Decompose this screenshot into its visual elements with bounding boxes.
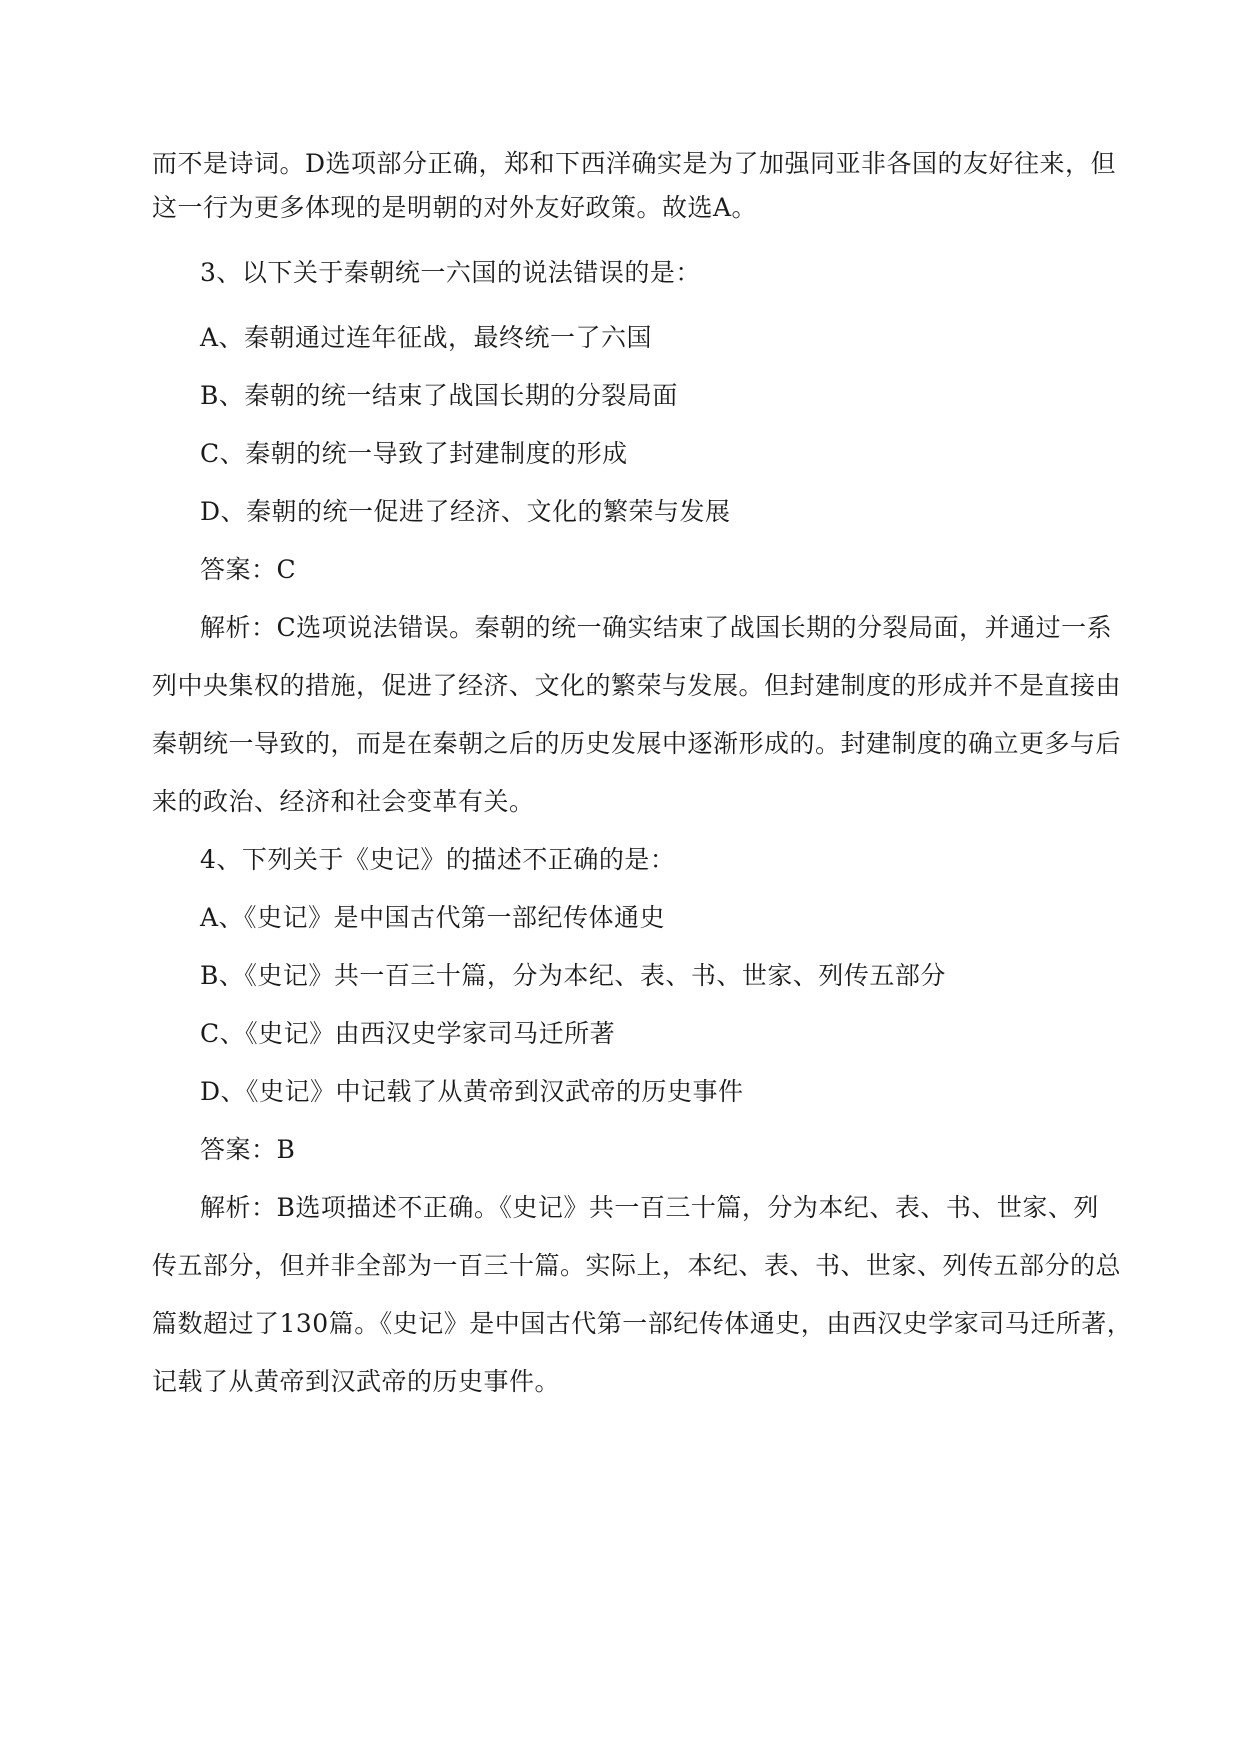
q2-analysis-line-1: 而不是诗词。D选项部分正确，郑和下西洋确实是为了加强同亚非各国的友好往来，但: [152, 149, 1117, 178]
q3-analysis-line-4: 来的政治、经济和社会变革有关。: [152, 787, 535, 816]
q4-option-b: B、《史记》共一百三十篇，分为本纪、表、书、世家、列传五部分: [200, 961, 946, 990]
q4-analysis-line-4: 记载了从黄帝到汉武帝的历史事件。: [152, 1367, 561, 1396]
q4-answer: 答案：B: [200, 1135, 296, 1164]
q3-answer: 答案：C: [200, 555, 297, 584]
q4-option-c: C、《史记》由西汉史学家司马迁所著: [200, 1019, 616, 1048]
q3-option-d: D、秦朝的统一促进了经济、文化的繁荣与发展: [200, 497, 731, 526]
q4-option-a: A、《史记》是中国古代第一部纪传体通史: [200, 903, 666, 932]
q3-option-c: C、秦朝的统一导致了封建制度的形成: [200, 439, 628, 468]
q3-option-a: A、秦朝通过连年征战，最终统一了六国: [200, 323, 653, 352]
q3-stem: 3、以下关于秦朝统一六国的说法错误的是：: [200, 258, 701, 287]
q4-option-d: D、《史记》中记载了从黄帝到汉武帝的历史事件: [200, 1077, 744, 1106]
q4-analysis-line-3: 篇数超过了130篇。《史记》是中国古代第一部纪传体通史，由西汉史学家司马迁所著，: [152, 1309, 1133, 1338]
q3-analysis-line-1: 解析：C选项说法错误。秦朝的统一确实结束了战国长期的分裂局面，并通过一系: [200, 613, 1113, 642]
q3-analysis-line-3: 秦朝统一导致的，而是在秦朝之后的历史发展中逐渐形成的。封建制度的确立更多与后: [152, 729, 1122, 758]
q4-analysis-line-2: 传五部分，但并非全部为一百三十篇。实际上，本纪、表、书、世家、列传五部分的总: [152, 1251, 1122, 1280]
q3-option-b: B、秦朝的统一结束了战国长期的分裂局面: [200, 381, 678, 410]
q2-analysis-line-2: 这一行为更多体现的是明朝的对外友好政策。故选A。: [152, 193, 758, 222]
q4-analysis-line-1: 解析：B选项描述不正确。《史记》共一百三十篇，分为本纪、表、书、世家、列: [200, 1193, 1099, 1222]
q3-analysis-line-2: 列中央集权的措施，促进了经济、文化的繁荣与发展。但封建制度的形成并不是直接由: [152, 671, 1122, 700]
q4-stem: 4、下列关于《史记》的描述不正确的是：: [200, 845, 676, 874]
